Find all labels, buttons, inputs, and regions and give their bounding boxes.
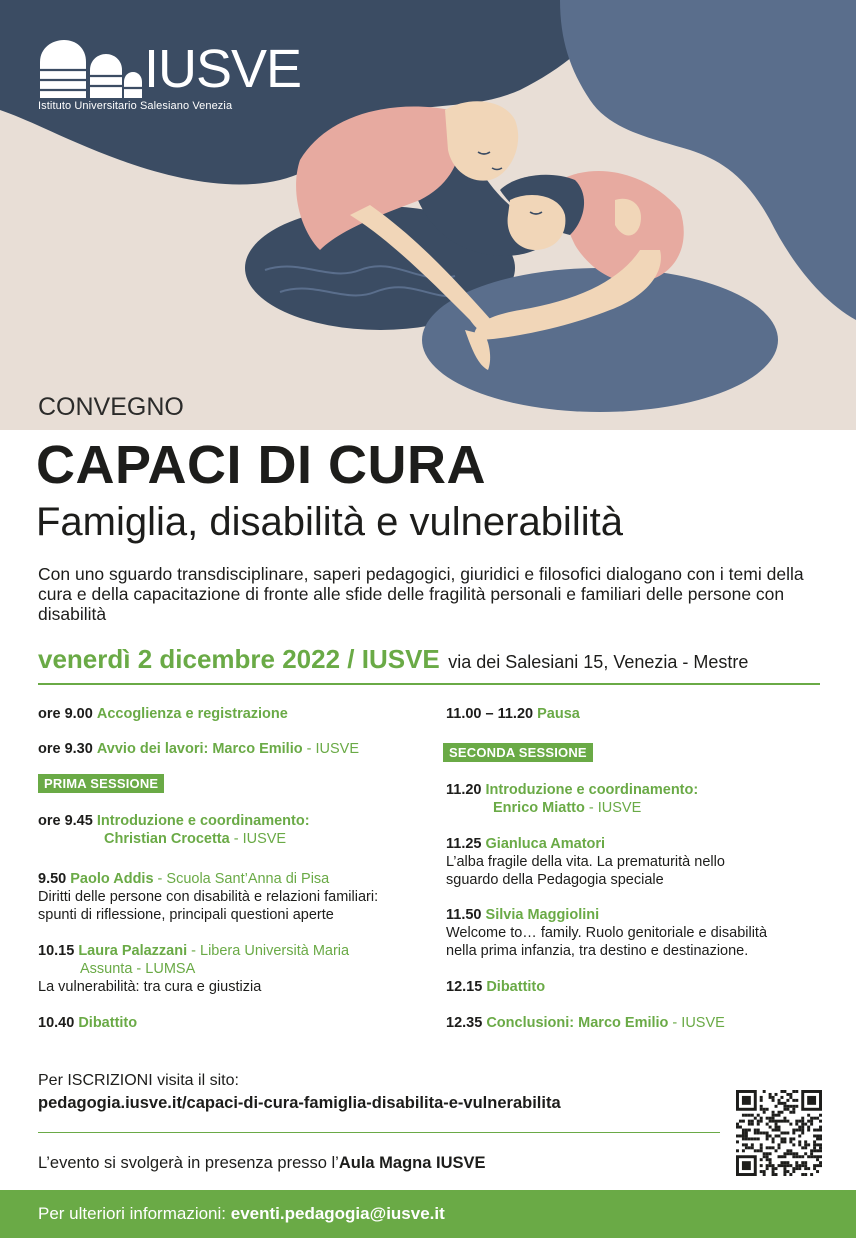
- venue-note: L’evento si svolgerà in presenza presso l’Aula Magna IUSVE: [38, 1154, 486, 1172]
- program-item: 11.20 Introduzione e coordinamento: Enrico Miatto - IUSVE: [446, 782, 699, 816]
- hero-illustration: [0, 0, 856, 430]
- divider: [38, 683, 820, 685]
- event-title: CAPACI DI CURA: [36, 435, 486, 495]
- session-badge: SECONDA SESSIONE: [443, 743, 593, 762]
- program-item: 11.25 Gianluca Amatori L’alba fragile della vita. La prematurità nello sguardo della Pedagogia speciale: [446, 836, 725, 888]
- program-item: ore 9.45 Introduzione e coordinamento: Christian Crocetta - IUSVE: [38, 813, 310, 847]
- program-item: 11.50 Silvia Maggiolini Welcome to… family. Ruolo genitoriale e disabilità nella prima infanzia, tra destino e destinazione.: [446, 907, 768, 959]
- logo-wordmark: IUSVE: [144, 39, 302, 99]
- event-subtitle: Famiglia, disabilità e vulnerabilità: [36, 500, 623, 544]
- registration-url[interactable]: pedagogia.iusve.it/capaci-di-cura-famiglia-disabilita-e-vulnerabilita: [38, 1094, 561, 1112]
- date-line: [38, 644, 748, 675]
- program-item: 12.15 Dibattito: [446, 979, 546, 995]
- event-intro: Con uno sguardo transdisciplinare, saperi pedagogici, giuridici e filosofici dialogano con i temi della cura e della capacitazione di fronte alle sfide delle fragilità personali e familiari delle persone con disabilità: [38, 564, 804, 624]
- divider: [38, 1132, 720, 1133]
- event-date: venerdì 2 dicembre 2022 / IUSVE: [38, 644, 440, 674]
- program-item: 10.40 Dibattito: [38, 1015, 138, 1031]
- footer-label: Per ulteriori informazioni:: [38, 1204, 231, 1223]
- program-item: 12.35 Conclusioni: Marco Emilio - IUSVE: [446, 1015, 725, 1031]
- program-item: ore 9.30 Avvio dei lavori: Marco Emilio - IUSVE: [38, 741, 360, 757]
- program-item: ore 9.00 Accoglienza e registrazione: [38, 706, 288, 722]
- iusve-logo-mark: [38, 40, 142, 98]
- iusve-logo: [38, 38, 302, 118]
- program-item: 11.00 – 11.20 Pausa: [446, 706, 580, 722]
- logo-subtitle: Istituto Universitario Salesiano Venezia: [38, 100, 233, 112]
- qr-code-icon[interactable]: [736, 1090, 822, 1176]
- event-kicker: CONVEGNO: [38, 393, 184, 421]
- venue-name: Aula Magna IUSVE: [338, 1154, 486, 1172]
- event-address: via dei Salesiani 15, Venezia - Mestre: [448, 652, 749, 672]
- session-badge: PRIMA SESSIONE: [38, 774, 164, 793]
- contact-email[interactable]: eventi.pedagogia@iusve.it: [230, 1204, 445, 1223]
- footer-bar: [0, 1190, 856, 1238]
- program-item: 9.50 Paolo Addis - Scuola Sant’Anna di Pisa Diritti delle persone con disabilità e relazioni familiari: spunti di riflessione, principali questioni aperte: [38, 871, 379, 923]
- program-item: 10.15 Laura Palazzani - Libera Università Maria Assunta - LUMSA La vulnerabilità: tra cura e giustizia: [38, 943, 350, 995]
- registration-label: Per ISCRIZIONI visita il sito:: [38, 1072, 239, 1089]
